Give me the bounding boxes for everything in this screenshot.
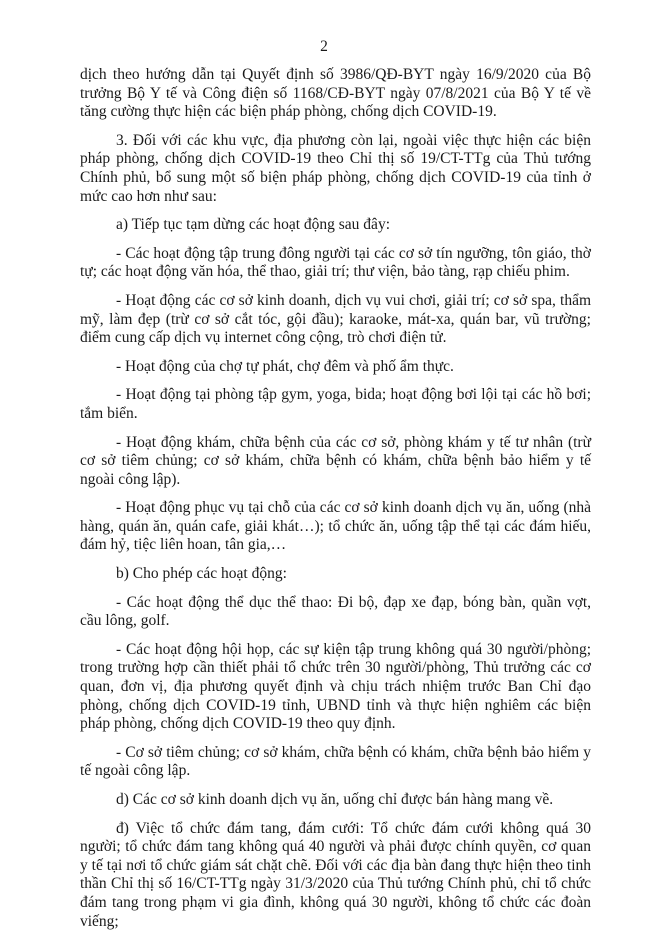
paragraph-bullet: - Hoạt động khám, chữa bệnh của các cơ sở, phòng khám y tế tư nhân (trừ cơ sở tiêm chủng; cơ sở khám, chữa bệnh có khám, chữa bệnh bảo hiểm y tế ngoài công lập). (80, 433, 591, 488)
paragraph-bullet: - Hoạt động tại phòng tập gym, yoga, bida; hoạt động bơi lội tại các hồ bơi; tắm biển. (80, 386, 591, 422)
paragraph-item-b: b) Cho phép các hoạt động: (116, 565, 287, 583)
paragraph-continuation: dịch theo hướng dẫn tại Quyết định số 3986/QĐ-BYT ngày 16/9/2020 của Bộ trưởng Bộ Y tế và Công điện số 1168/CĐ-BYT ngày 07/8/2021 của Bộ Y tế về tăng cường thực hiện các biện pháp phòng, chống dịch COVID-19. (80, 66, 591, 121)
document-body (80, 66, 591, 941)
paragraph-item-a: a) Tiếp tục tạm dừng các hoạt động sau đây: (116, 216, 390, 234)
paragraph-bullet: - Các hoạt động hội họp, các sự kiện tập trung không quá 30 người/phòng; trong trường hợp cần thiết phải tổ chức trên 30 người/phòng, Thủ trưởng các cơ quan, đơn vị, địa phương quyết định và chịu trách nhiệm trước Ban Chỉ đạo phòng, chống dịch COVID-19 tỉnh, UBND tỉnh và thực hiện nghiêm các biện pháp phòng, chống dịch COVID-19 theo quy định. (80, 640, 591, 733)
paragraph-bullet: - Hoạt động các cơ sở kinh doanh, dịch vụ vui chơi, giải trí; cơ sở spa, thẩm mỹ, làm đẹp (trừ cơ sở cắt tóc, gội đầu); karaoke, mát-xa, quán bar, vũ trường; điểm cung cấp dịch vụ internet công cộng, trò chơi điện tử. (80, 291, 591, 347)
paragraph-item-dd: đ) Việc tổ chức đám tang, đám cưới: Tổ chức đám cưới không quá 30 người; tổ chức đám tang không quá 40 người và phải được chính quyền, cơ quan y tế tại nơi tổ chức giám sát chặt chẽ. Đối với các địa bàn đang thực hiện theo tinh thần Chỉ thị số 16/CT-TTg ngày 31/3/2020 của Thủ tướng Chính phủ, chỉ tổ chức đám tang trong phạm vi gia đình, không quá 30 người, không tổ chức các đoàn viếng; (80, 819, 591, 930)
paragraph-item-d: d) Các cơ sở kinh doanh dịch vụ ăn, uống chỉ được bán hàng mang về. (116, 791, 554, 808)
paragraph-bullet: - Hoạt động của chợ tự phát, chợ đêm và phố ẩm thực. (116, 357, 454, 375)
paragraph-bullet: - Các hoạt động tập trung đông người tại các cơ sở tín ngưỡng, tôn giáo, thờ tự; các hoạt động văn hóa, thể thao, giải trí; thư viện, bảo tàng, rạp chiếu phim. (80, 244, 591, 281)
paragraph-section-3: 3. Đối với các khu vực, địa phương còn lại, ngoài việc thực hiện các biện pháp phòng, chống dịch COVID-19 theo Chỉ thị số 19/CT-TTg của Thủ tướng Chính phủ, bổ sung một số biện pháp phòng, chống dịch COVID-19 của tỉnh ở mức cao hơn như sau: (80, 131, 591, 205)
paragraph-bullet: - Hoạt động phục vụ tại chỗ của các cơ sở kinh doanh dịch vụ ăn, uống (nhà hàng, quán ăn, quán cafe, giải khát…); tổ chức ăn, uống tập thể tại các đám hiếu, đám hỷ, tiệc liên hoan, tân gia,… (80, 499, 591, 554)
page-number: 2 (320, 38, 328, 55)
paragraph-bullet: - Cơ sở tiêm chủng; cơ sở khám, chữa bệnh có khám, chữa bệnh bảo hiểm y tế ngoài công lập. (80, 743, 591, 780)
paragraph-bullet: - Các hoạt động thể dục thể thao: Đi bộ, đạp xe đạp, bóng bàn, quần vợt, cầu lông, golf. (80, 593, 591, 630)
